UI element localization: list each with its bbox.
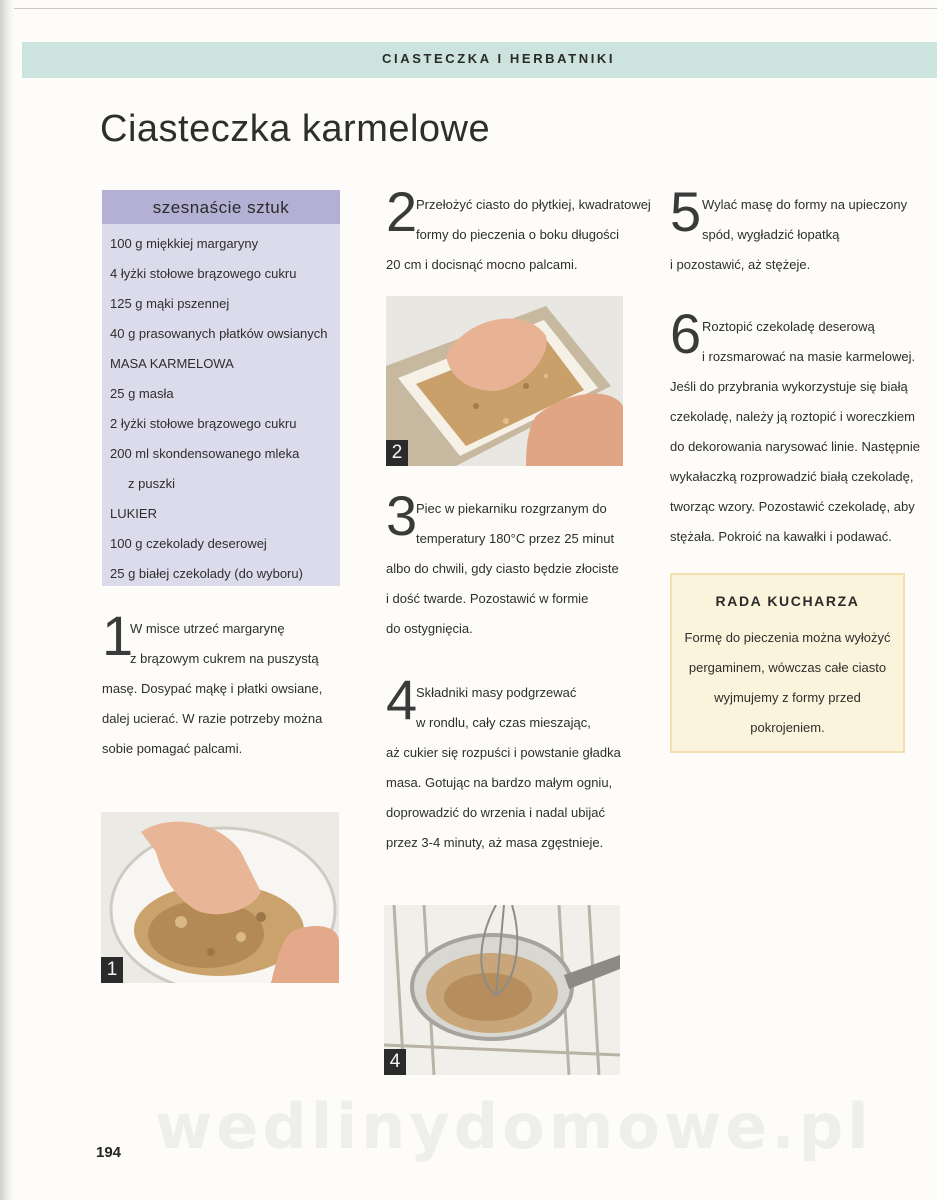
photo-step-label: 2: [386, 440, 408, 466]
step-text-line: w rondlu, cały czas mieszając,: [416, 715, 591, 730]
cooks-tip-line: wyjmujemy z formy przed: [714, 690, 861, 705]
step-text-line: Jeśli do przybrania wykorzystuje się białą: [670, 379, 908, 394]
section-header-title: CIASTECZKA I HERBATNIKI: [382, 51, 616, 66]
cooks-tip-line: pokrojeniem.: [750, 720, 825, 735]
ingredient-item: 125 g mąki pszennej: [110, 296, 230, 311]
photo-step-1: [101, 812, 339, 983]
step-number: 2: [386, 180, 418, 243]
step-text-line: wykałaczką rozprowadzić białą czekoladę,: [670, 469, 914, 484]
step-text-line: Przełożyć ciasto do płytkiej, kwadratowej: [416, 197, 651, 212]
top-border-line: [14, 8, 937, 9]
watermark-text: wedlinydomowe.pl: [155, 1090, 873, 1163]
cooks-tip-line: Formę do pieczenia można wyłożyć: [684, 630, 891, 645]
step-text-line: 20 cm i docisnąć mocno palcami.: [386, 257, 578, 272]
ingredients-list: [110, 236, 328, 596]
ingredient-item: 4 łyżki stołowe brązowego cukru: [110, 266, 297, 281]
photo-step-label: 1: [101, 957, 123, 983]
page-binding-shadow: [0, 0, 14, 1200]
photo-step-label: 4: [384, 1049, 406, 1075]
step-text-line: doprowadzić do wrzenia i nadal ubijać: [386, 805, 605, 820]
recipe-title: Ciasteczka karmelowe: [100, 108, 491, 150]
step-text-line: do dekorowania narysować linie. Następnie: [670, 439, 921, 454]
photo-step-2: [386, 296, 623, 466]
saucepan-image: [384, 905, 620, 1075]
cooks-tip-box: [670, 573, 905, 753]
ingredient-section-label: MASA KARMELOWA: [110, 356, 234, 371]
step-text-line: temperatury 180°C przez 25 minut: [416, 531, 615, 546]
mixing-bowl-image: [101, 812, 339, 983]
step-text-line: W misce utrzeć margarynę: [130, 621, 285, 636]
step-text-line: Piec w piekarniku rozgrzanym do: [416, 501, 607, 516]
page-number: 194: [96, 1144, 122, 1161]
step-text-line: formy do pieczenia o boku długości: [416, 227, 620, 242]
ingredient-item: 100 g czekolady deserowej: [110, 536, 267, 551]
step-text-line: albo do chwili, gdy ciasto będzie złociste: [386, 561, 619, 576]
step-text-line: sobie pomagać palcami.: [102, 741, 243, 756]
photo-step-4: [384, 905, 620, 1075]
step-text-line: aż cukier się rozpuści i powstanie gładka: [386, 745, 621, 760]
ingredients-heading-band: [102, 190, 340, 224]
step-text-line: Roztopić czekoladę deserową: [702, 319, 875, 334]
ingredient-item: 200 ml skondensowanego mleka: [110, 446, 300, 461]
ingredients-box: [102, 190, 340, 586]
step-number: 5: [670, 180, 702, 243]
step-text-line: masa. Gotując na bardzo małym ogniu,: [386, 775, 613, 790]
ingredient-section-label: LUKIER: [110, 506, 157, 521]
step-text-line: przez 3-4 minuty, aż masa zgęstnieje.: [386, 835, 604, 850]
step-text-line: i rozsmarować na masie karmelowej.: [702, 349, 916, 364]
step-text-line: masę. Dosypać mąkę i płatki owsiane,: [102, 681, 323, 696]
section-header-band: [22, 42, 937, 78]
cooks-tip-title: RADA KUCHARZA: [715, 593, 860, 609]
step-number: 4: [386, 668, 418, 731]
step-text-line: do ostygnięcia.: [386, 621, 473, 636]
ingredient-item: 25 g białej czekolady (do wyboru): [110, 566, 303, 581]
ingredient-item: 100 g miękkiej margaryny: [110, 236, 259, 251]
step-text-line: Składniki masy podgrzewać: [416, 685, 577, 700]
ingredients-heading: szesnaście sztuk: [152, 198, 290, 217]
cooks-tip-line: pergaminem, wówczas całe ciasto: [688, 660, 887, 675]
step-number: 1: [102, 604, 134, 667]
step-text-line: i dość twarde. Pozostawić w formie: [386, 591, 589, 606]
step-text-line: spód, wygładzić łopatką: [702, 227, 840, 242]
step-number: 6: [670, 302, 702, 365]
step-text-line: tworząc wzory. Pozostawić czekoladę, aby: [670, 499, 915, 514]
ingredient-item: 25 g masła: [110, 386, 174, 401]
ingredient-item: 40 g prasowanych płatków owsianych: [110, 326, 328, 341]
step-text-line: i pozostawić, aż stężeje.: [670, 257, 811, 272]
ingredient-item: 2 łyżki stołowe brązowego cukru: [110, 416, 297, 431]
step-text-line: stężała. Pokroić na kawałki i podawać.: [670, 529, 892, 544]
cooks-tip-body: [682, 623, 893, 743]
step-text-line: czekoladę, należy ją roztopić i woreczkiem: [670, 409, 915, 424]
step-text-line: dalej ucierać. W razie potrzeby można: [102, 711, 323, 726]
step-text-line: z brązowym cukrem na puszystą: [130, 651, 319, 666]
pressing-dough-image: [386, 296, 623, 466]
step-text-line: Wylać masę do formy na upieczony: [702, 197, 908, 212]
ingredient-item-continued: z puszki: [128, 476, 175, 491]
step-number: 3: [386, 484, 418, 547]
